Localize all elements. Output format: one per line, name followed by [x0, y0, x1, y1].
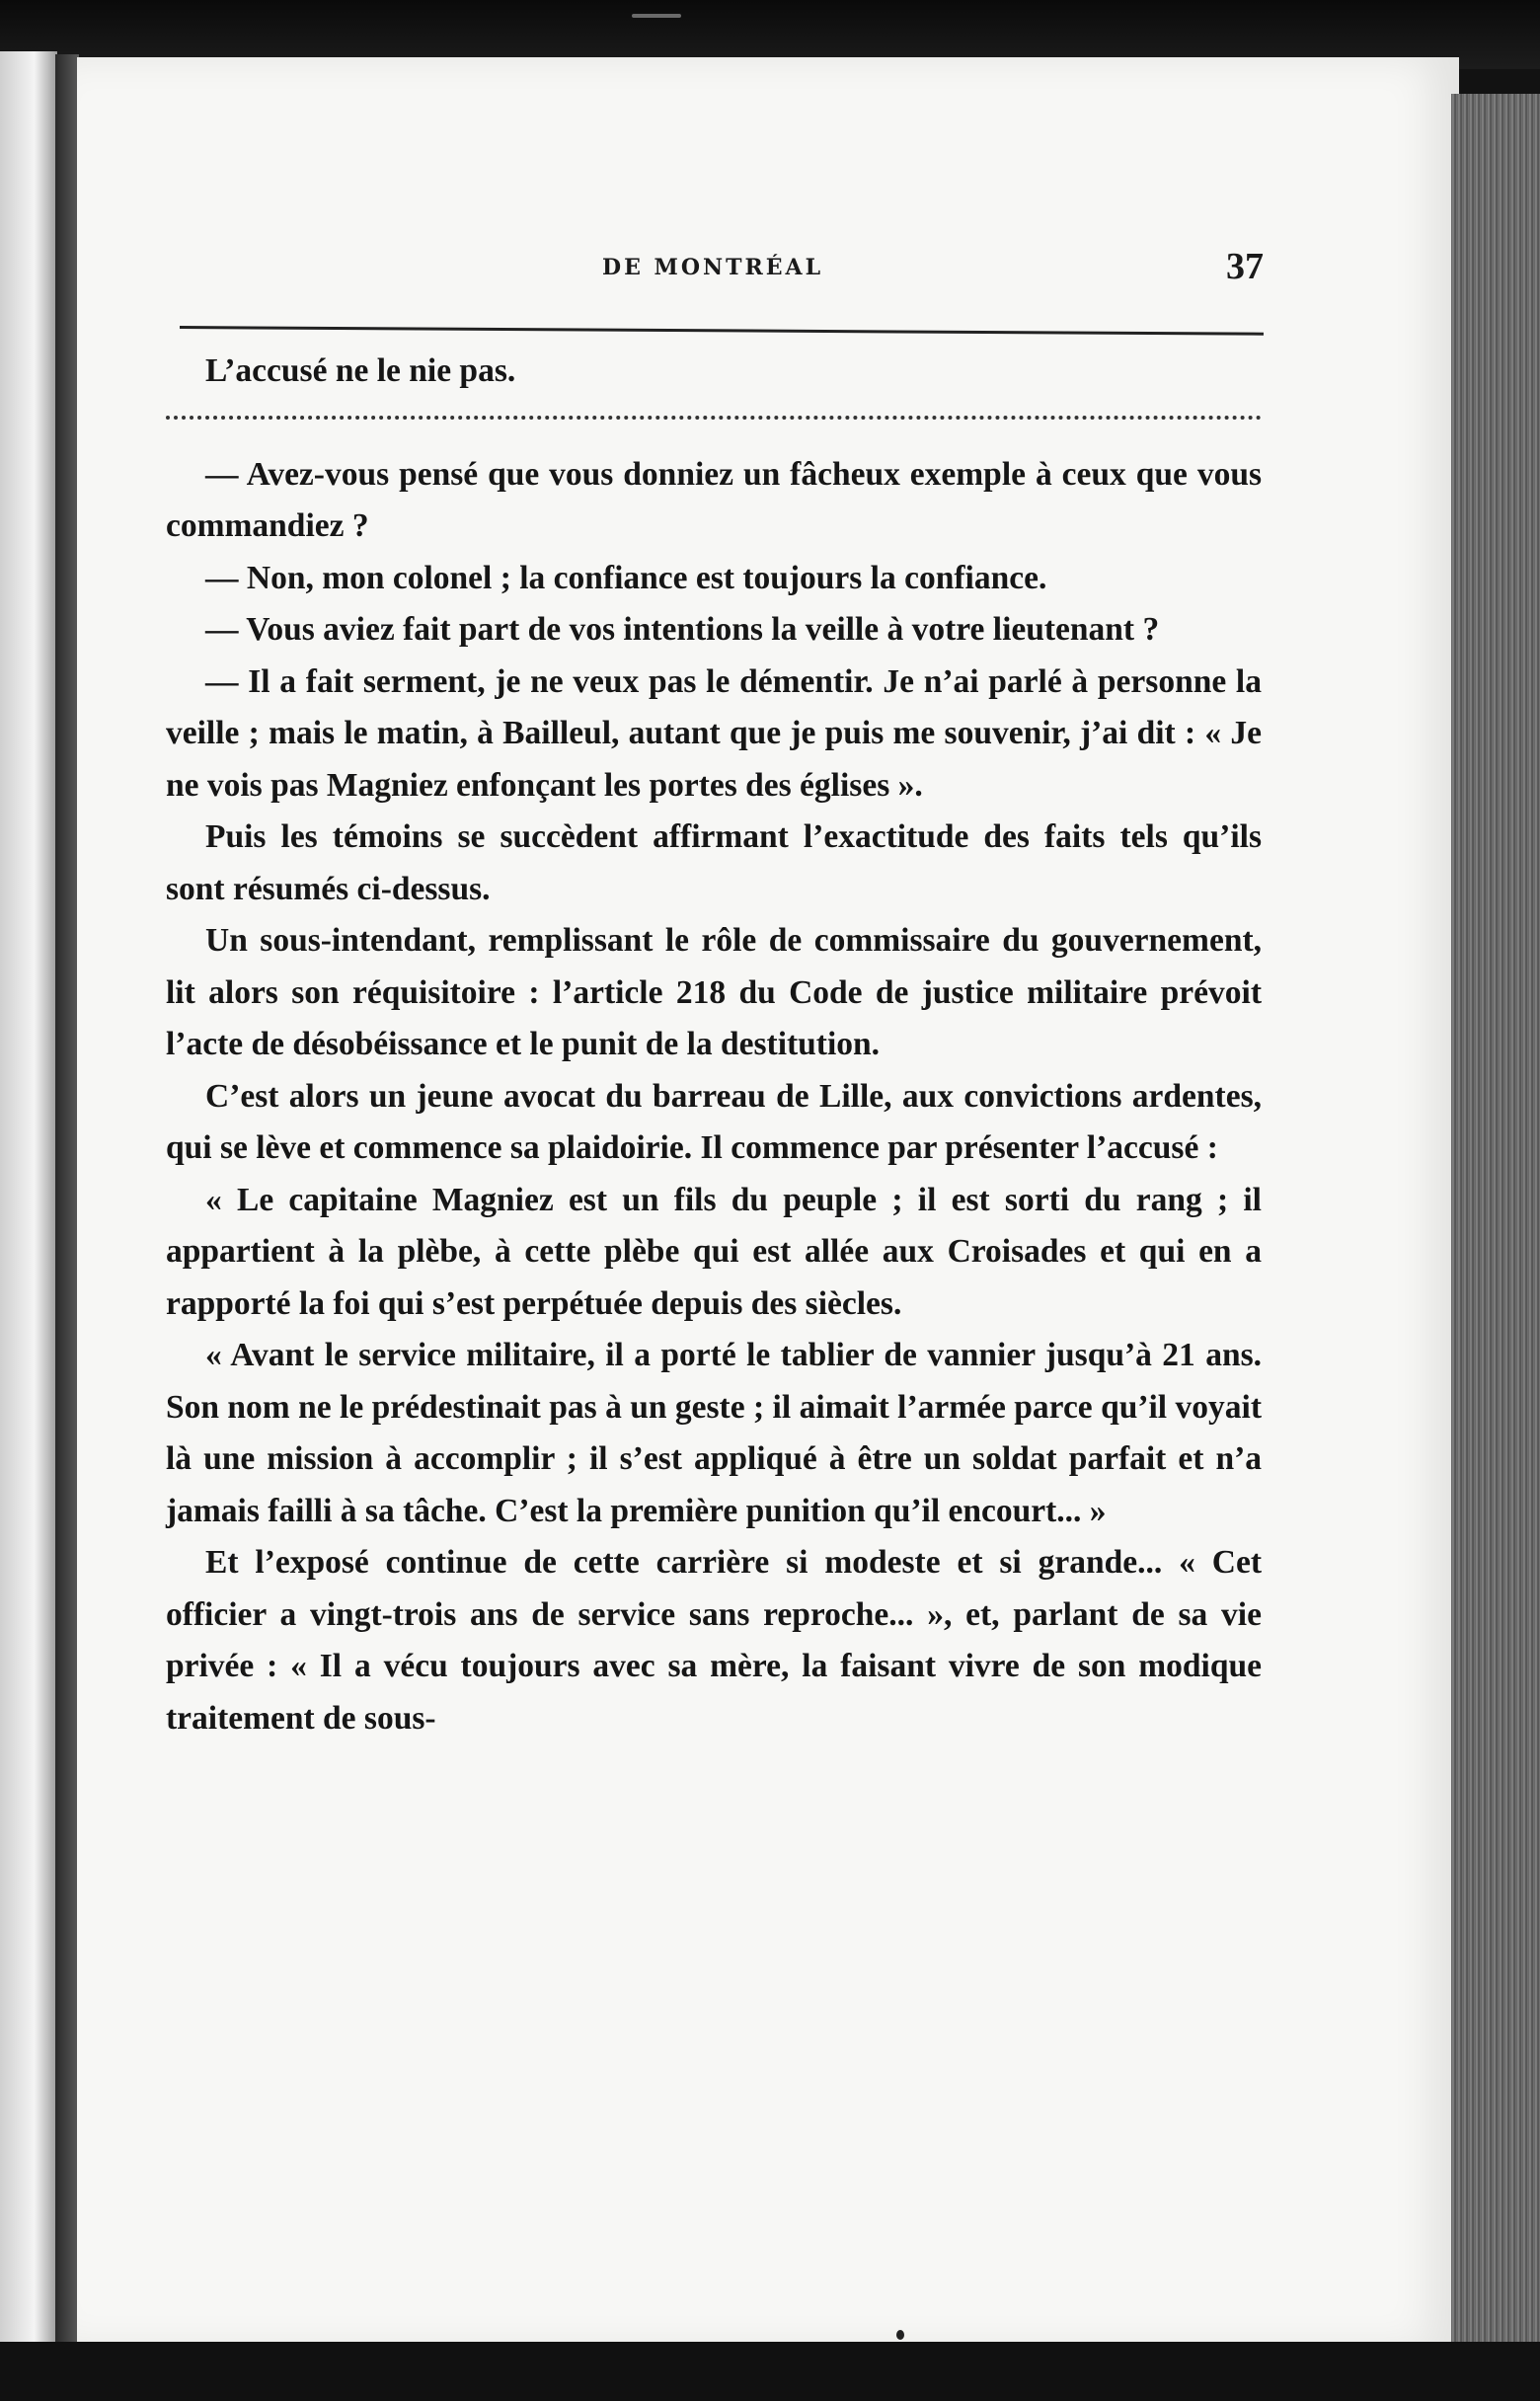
paragraph: « Avant le service militaire, il a porté le tablier de vannier jusqu’à 21 ans. Son nom ne le prédestinait pas à un geste ; il aimait l’armée parce qu’il voyait là une mission à accomplir ; il s’est appliqué à être un soldat parfait et n’a jamais failli à sa tâche. C’est la première punition qu’il encourt... » [166, 1337, 1262, 1529]
paragraph: « Le capitaine Magniez est un fils du peuple ; il est sorti du rang ; il appartient à la plèbe, à cette plèbe qui est allée aux Croisades et qui en a rapporté la foi qui s’est perpétuée depuis des siècles. [166, 1181, 1262, 1322]
ellipsis-separator [166, 398, 1262, 449]
page-number: 37 [1226, 246, 1264, 287]
paragraph: Un sous-intendant, remplissant le rôle de commissaire du gouvernement, lit alors son réquisitoire : l’article 218 du Code de justice militaire prévoit l’acte de désobéissance et le punit de la destitution. [166, 922, 1262, 1062]
paragraph: L’accusé ne le nie pas. [205, 352, 516, 389]
paragraph: — Vous aviez fait part de vos intentions la veille à votre lieutenant ? [205, 611, 1160, 648]
page-header [99, 246, 1264, 294]
page-stack-edge [1451, 94, 1540, 2364]
running-head: DE MONTRÉAL [602, 255, 824, 280]
paragraph: — Avez-vous pensé que vous donniez un fâcheux exemple à ceux que vous commandiez ? [166, 455, 1262, 544]
paragraph: — Non, mon colonel ; la confiance est toujours la confiance. [205, 559, 1047, 596]
scan-artifact [632, 14, 681, 18]
paragraph: C’est alors un jeune avocat du barreau de Lille, aux convictions ardentes, qui se lève et commence sa plaidoirie. Il commence par présenter l’accusé : [166, 1077, 1262, 1166]
paragraph: Et l’exposé continue de cette carrière si modeste et si grande... « Cet officier a vingt-trois ans de service sans reproche... », et, parlant de sa vie privée : « Il a vécu toujours avec sa mère, la faisant vivre de son modique traitement de sous- [166, 1544, 1262, 1737]
paragraph: Puis les témoins se succèdent affirmant l’exactitude des faits tels qu’ils sont résumés ci-dessus. [166, 818, 1262, 907]
body-text [166, 346, 1262, 1744]
scanner-background-bottom [0, 2342, 1540, 2401]
book-gutter [55, 54, 79, 2345]
facing-page-edge [0, 51, 57, 2342]
ink-speck [896, 2330, 904, 2340]
paragraph: — Il a fait serment, je ne veux pas le démentir. Je n’ai parlé à personne la veille ; mais le matin, à Bailleul, autant que je puis me souvenir, j’ai dit : « Je ne vois pas Magniez enfonçant les portes des églises ». [166, 662, 1262, 804]
